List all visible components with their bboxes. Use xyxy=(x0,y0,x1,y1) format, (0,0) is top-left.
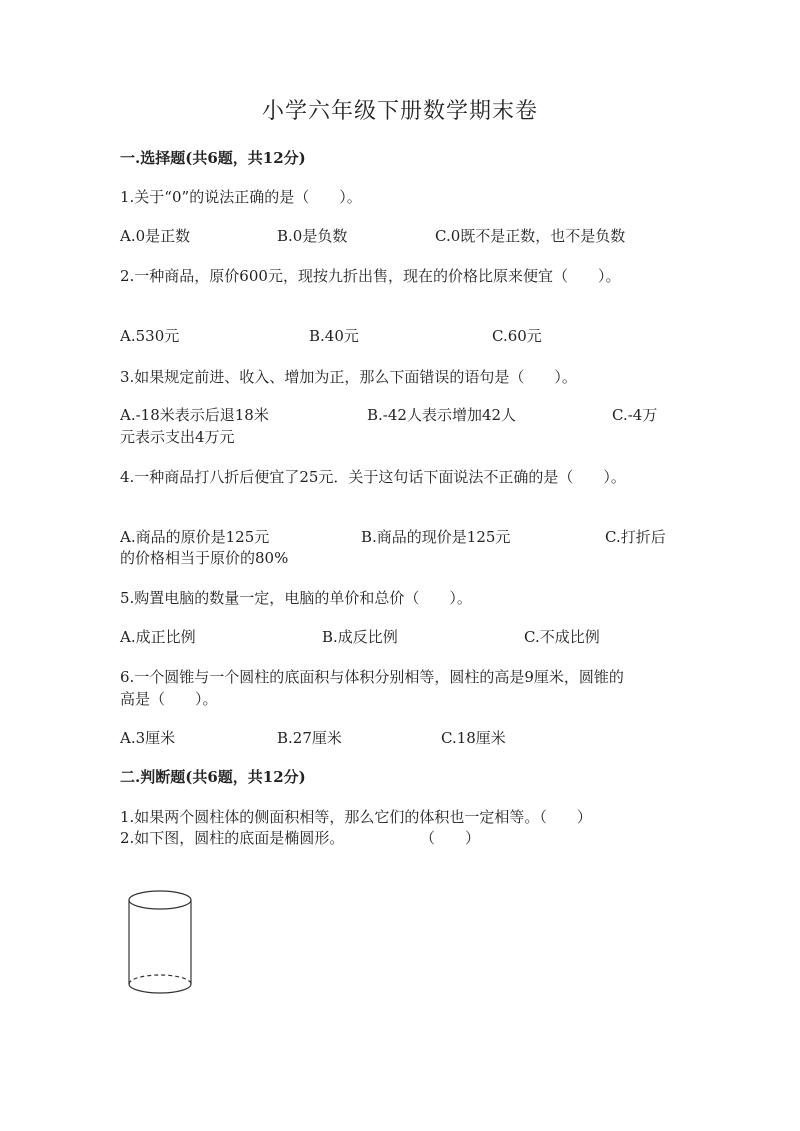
question-6-text: 6.一个圆锥与一个圆柱的底面积与体积分别相等，圆柱的高是9厘米，圆锥的 xyxy=(120,668,624,686)
question-3-text: 3.如果规定前进、收入、增加为正，那么下面错误的语句是（ ）。 xyxy=(120,368,577,386)
question-1-option-c: C.0既不是正数，也不是负数 xyxy=(435,227,626,245)
question-5-text: 5.购置电脑的数量一定，电脑的单价和总价（ ）。 xyxy=(120,589,472,607)
question-2-option-a: A.530元 xyxy=(120,327,180,345)
cylinder-bottom-front-arc xyxy=(129,984,191,993)
judgement-1-text: 1.如果两个圆柱体的侧面积相等，那么它们的体积也一定相等。（ ） xyxy=(120,808,592,826)
question-5-option-c: C.不成比例 xyxy=(524,628,600,646)
cylinder-top-ellipse xyxy=(129,891,191,909)
question-4-option-c-continued: 的价格相当于原价的80% xyxy=(120,549,289,567)
question-6-text-continued: 高是（ ）。 xyxy=(120,690,218,708)
question-3-option-b: B.-42人表示增加42人 xyxy=(367,406,517,424)
question-4-text: 4.一种商品打八折后便宜了25元．关于这句话下面说法不正确的是（ ）。 xyxy=(120,468,626,486)
judgement-2-bracket: （ ） xyxy=(420,829,481,847)
question-4-option-c: C.打折后 xyxy=(605,528,666,546)
question-5-option-b: B.成反比例 xyxy=(322,628,398,646)
question-1-option-a: A.0是正数 xyxy=(120,227,191,245)
question-3-option-c: C.-4万 xyxy=(612,406,658,424)
question-2-option-b: B.40元 xyxy=(309,327,359,345)
section-heading-choice: 一.选择题(共6题，共12分) xyxy=(120,149,306,167)
question-6-option-c: C.18厘米 xyxy=(441,729,506,747)
question-6-option-b: B.27厘米 xyxy=(277,729,342,747)
question-1-option-b: B.0是负数 xyxy=(277,227,348,245)
cylinder-figure xyxy=(125,888,205,1000)
question-4-option-a: A.商品的原价是125元 xyxy=(120,528,270,546)
judgement-2-text: 2.如下图，圆柱的底面是椭圆形。 xyxy=(120,829,345,847)
question-3-option-c-continued: 元表示支出4万元 xyxy=(120,428,235,446)
question-5-option-a: A.成正比例 xyxy=(120,628,196,646)
question-3-option-a: A.-18米表示后退18米 xyxy=(120,406,269,424)
section-heading-judgement: 二.判断题(共6题，共12分) xyxy=(120,768,306,786)
question-6-option-a: A.3厘米 xyxy=(120,729,176,747)
page-title: 小学六年级下册数学期末卷 xyxy=(261,99,538,124)
question-4-option-b: B.商品的现价是125元 xyxy=(361,528,511,546)
cylinder-bottom-hidden-arc xyxy=(129,975,191,984)
question-2-text: 2.一种商品，原价600元，现按九折出售，现在的价格比原来便宜（ ）。 xyxy=(120,267,621,285)
question-1-text: 1.关于“0”的说法正确的是（ ）。 xyxy=(120,188,362,206)
question-2-option-c: C.60元 xyxy=(492,327,542,345)
